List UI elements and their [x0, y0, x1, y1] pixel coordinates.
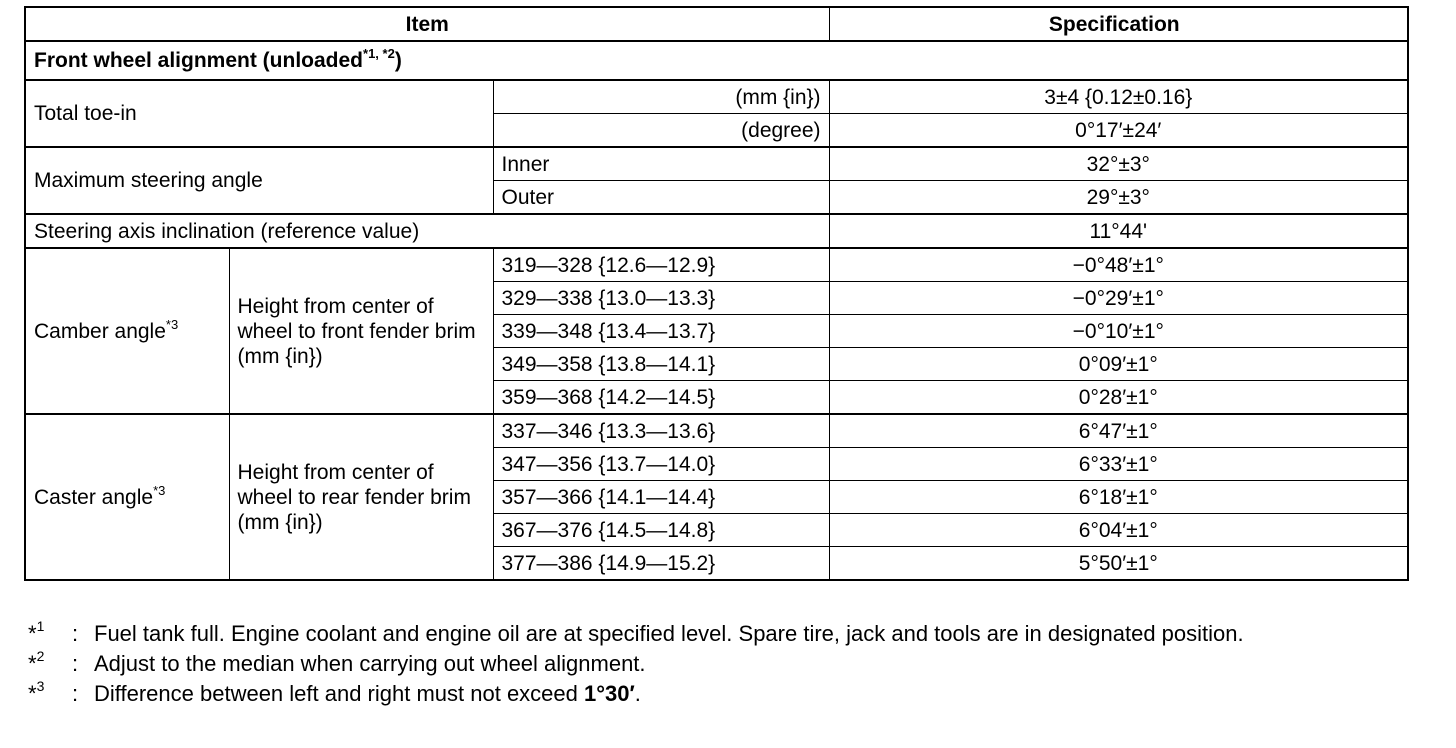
- camber-value: −0°29′±1°: [829, 282, 1408, 315]
- footnote-asterisk: *: [28, 681, 37, 706]
- footnote: [28, 679, 1428, 709]
- camber-height-label: Height from center of wheel to front fender brim (mm {in}): [229, 248, 493, 414]
- footnote: [28, 619, 1428, 649]
- caster-footnote-ref: *3: [153, 482, 166, 498]
- caster-height-label: Height from center of wheel to rear fender brim (mm {in}): [229, 414, 493, 580]
- camber-value: −0°48′±1°: [829, 248, 1408, 282]
- footnote-text: [94, 679, 1428, 709]
- caster-height-range: 347—356 {13.7—14.0}: [493, 448, 829, 481]
- caster-label-text: Caster angle: [34, 485, 154, 509]
- caster-value: 6°04′±1°: [829, 514, 1408, 547]
- footnote-colon: :: [72, 651, 79, 676]
- toe-in-label: Total toe-in: [25, 80, 493, 147]
- section-title-footnote-ref: *1, *2: [363, 46, 395, 61]
- footnote-marker: [28, 649, 72, 679]
- footnote-text-end: .: [634, 681, 641, 706]
- footnote-number: 2: [36, 648, 45, 664]
- steering-angle-value: 29°±3°: [829, 181, 1408, 215]
- steering-angle-value: 32°±3°: [829, 147, 1408, 181]
- caster-height-range: 367—376 {14.5—14.8}: [493, 514, 829, 547]
- camber-height-range: 329—338 {13.0—13.3}: [493, 282, 829, 315]
- toe-in-unit: (mm {in}): [493, 80, 829, 114]
- caster-height-range: 377—386 {14.9—15.2}: [493, 547, 829, 581]
- footnote-tolerance-value: 1°30′: [584, 681, 635, 706]
- camber-footnote-ref: *3: [165, 316, 179, 332]
- footnote-asterisk: *: [28, 621, 37, 646]
- footnote: [28, 649, 1428, 679]
- footnote-text: Fuel tank full. Engine coolant and engine oil are at specified level. Spare tire, jack and tools are in designated position.: [94, 621, 1244, 646]
- max-steering-row-1: [25, 147, 1408, 181]
- caster-value: 6°18′±1°: [829, 481, 1408, 514]
- steering-axis-row: [25, 214, 1408, 248]
- footnote-asterisk: *: [28, 651, 37, 676]
- steering-side: Outer: [493, 181, 829, 215]
- footnote-number: 3: [36, 678, 45, 694]
- camber-label: [25, 248, 229, 414]
- camber-value: 0°28′±1°: [829, 381, 1408, 415]
- footnote-colon: :: [72, 621, 79, 646]
- toe-in-value: 0°17′±24′: [829, 114, 1408, 148]
- footnote-marker: [28, 679, 72, 709]
- caster-height-range: 357—366 {14.1—14.4}: [493, 481, 829, 514]
- caster-value: 6°33′±1°: [829, 448, 1408, 481]
- steering-side: Inner: [493, 147, 829, 181]
- camber-height-range: 349—358 {13.8—14.1}: [493, 348, 829, 381]
- footnote-text-main: Difference between left and right must not exceed: [94, 681, 584, 706]
- wheel-alignment-spec-table: [24, 6, 1409, 581]
- footnotes: [28, 619, 1428, 709]
- caster-row-1: [25, 414, 1408, 448]
- specification-column-header: Specification: [829, 7, 1408, 41]
- camber-value: 0°09′±1°: [829, 348, 1408, 381]
- camber-value: −0°10′±1°: [829, 315, 1408, 348]
- camber-label-text: Camber angle: [34, 319, 166, 343]
- camber-row-1: [25, 248, 1408, 282]
- item-column-header: Item: [25, 7, 829, 41]
- section-title: [25, 41, 1408, 80]
- footnote-colon: :: [72, 681, 79, 706]
- caster-value: 6°47′±1°: [829, 414, 1408, 448]
- toe-in-unit: (degree): [493, 114, 829, 148]
- camber-height-range: 339—348 {13.4—13.7}: [493, 315, 829, 348]
- caster-height-range: 337—346 {13.3—13.6}: [493, 414, 829, 448]
- table-header-row: [25, 7, 1408, 41]
- max-steering-label: Maximum steering angle: [25, 147, 493, 214]
- steering-axis-label: Steering axis inclination (reference value): [25, 214, 829, 248]
- footnote-number: 1: [36, 618, 45, 634]
- caster-value: 5°50′±1°: [829, 547, 1408, 581]
- footnote-text: Adjust to the median when carrying out wheel alignment.: [94, 651, 646, 676]
- caster-label: [25, 414, 229, 580]
- section-row: [25, 41, 1408, 80]
- camber-height-range: 319—328 {12.6—12.9}: [493, 248, 829, 282]
- section-title-text: Front wheel alignment (unloaded: [34, 49, 364, 72]
- camber-height-range: 359—368 {14.2—14.5}: [493, 381, 829, 415]
- toe-in-row-1: [25, 80, 1408, 114]
- toe-in-value: 3±4 {0.12±0.16}: [829, 80, 1408, 114]
- footnote-marker: [28, 619, 72, 649]
- section-title-close: ): [394, 49, 402, 72]
- steering-axis-value: 11°44': [829, 214, 1408, 248]
